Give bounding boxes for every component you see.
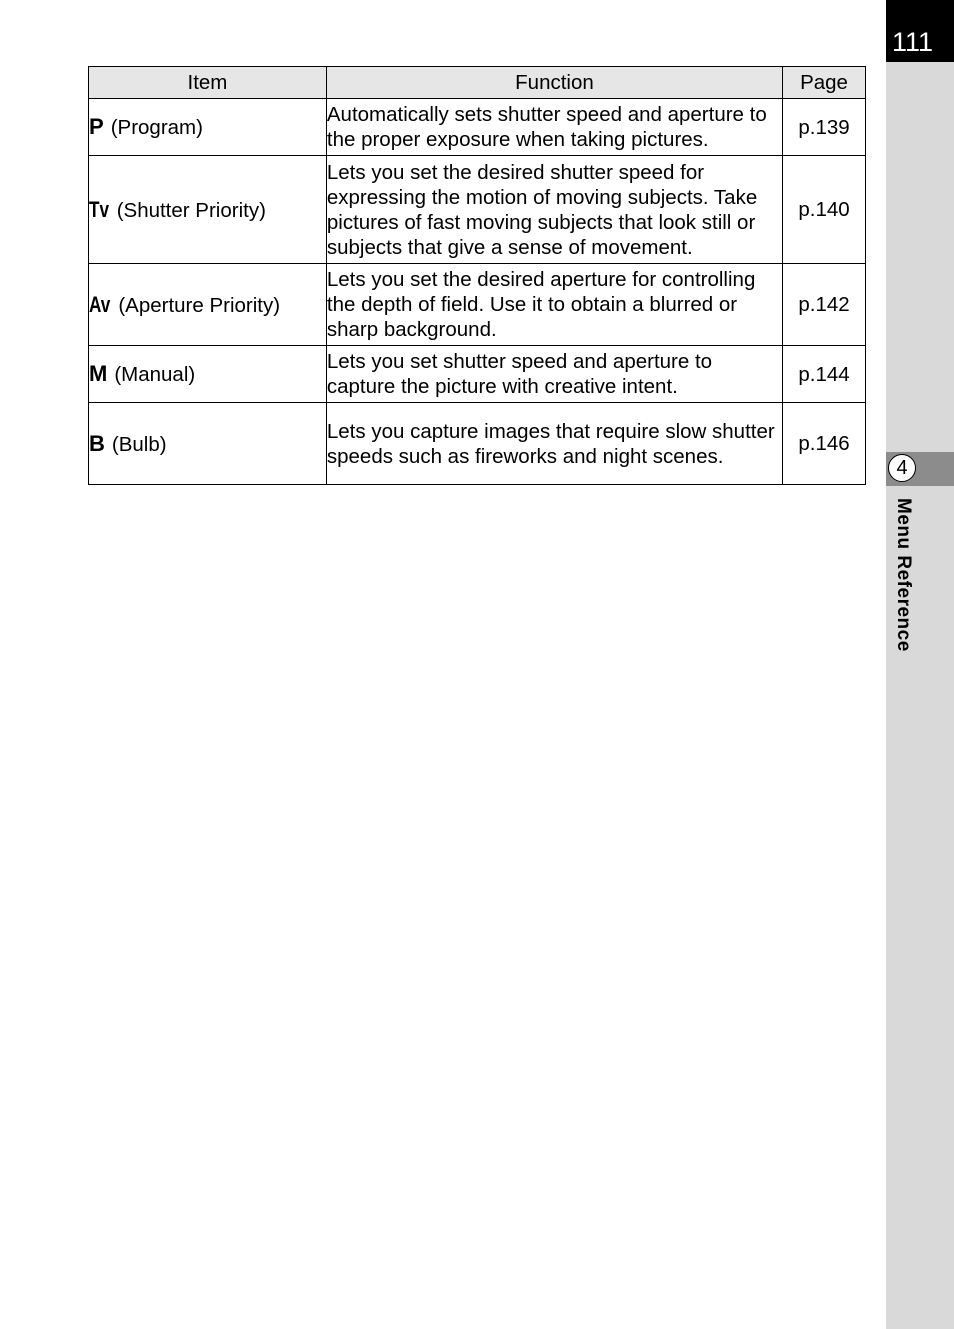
exposure-mode-table xyxy=(88,66,866,485)
table-row xyxy=(89,156,866,264)
item-cell xyxy=(89,99,327,156)
table-row xyxy=(89,99,866,156)
function-cell: Lets you set the desired shutter speed for expressing the motion of moving subjects. Take pictures of fast moving subjects that look still or subjects that give a sense of movement. xyxy=(326,156,782,264)
header-item: Item xyxy=(89,67,327,99)
page-ref: p.142 xyxy=(783,264,866,346)
page-number: 111 xyxy=(886,0,954,62)
manual-mode-icon: M xyxy=(89,361,108,386)
item-label: (Bulb) xyxy=(111,432,167,456)
aperture-priority-mode-icon: Av xyxy=(89,291,111,317)
chapter-title: Menu Reference xyxy=(893,498,914,652)
item-label: (Shutter Priority) xyxy=(116,198,266,222)
function-cell: Automatically sets shutter speed and aperture to the proper exposure when taking pictures. xyxy=(326,99,782,156)
table-row xyxy=(89,346,866,403)
item-label: (Program) xyxy=(110,116,203,139)
bulb-mode-icon: B xyxy=(89,430,105,456)
function-cell: Lets you set shutter speed and aperture to capture the picture with creative intent. xyxy=(326,346,782,403)
item-cell xyxy=(89,156,327,264)
header-function: Function xyxy=(326,67,782,99)
item-cell xyxy=(89,264,327,346)
shutter-priority-mode-icon: Tv xyxy=(89,196,110,222)
table-row xyxy=(89,264,866,346)
table-header-row xyxy=(89,67,866,99)
item-cell xyxy=(89,403,327,485)
side-strip xyxy=(886,0,954,1329)
page-ref: p.140 xyxy=(783,156,866,264)
page-ref: p.146 xyxy=(783,403,866,485)
page-ref: p.144 xyxy=(783,346,866,403)
item-label: (Aperture Priority) xyxy=(118,293,281,317)
function-cell: Lets you set the desired aperture for controlling the depth of field. Use it to obtain a blurred or sharp background. xyxy=(326,264,782,346)
page-ref: p.139 xyxy=(783,99,866,156)
program-mode-icon: P xyxy=(89,114,104,139)
header-page: Page xyxy=(783,67,866,99)
table-row xyxy=(89,403,866,485)
chapter-number-badge: 4 xyxy=(888,454,916,482)
function-cell: Lets you capture images that require slow shutter speeds such as fireworks and night scenes. xyxy=(326,403,782,485)
item-cell xyxy=(89,346,327,403)
item-label: (Manual) xyxy=(114,363,196,386)
